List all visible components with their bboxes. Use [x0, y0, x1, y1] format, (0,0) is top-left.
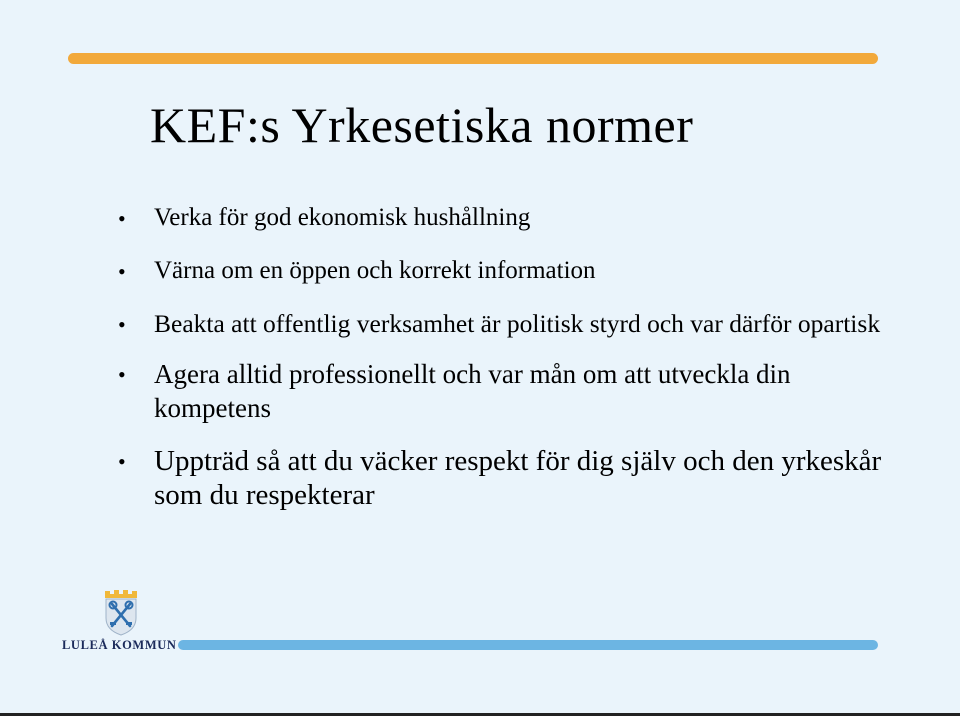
- bullet-text: Uppträd så att du väcker respekt för dig själv och den yrkeskår som du respekterar: [154, 445, 882, 511]
- bullet-text: Verka för god ekonomisk hushållning: [154, 204, 531, 231]
- logo-text: LULEÅ KOMMUN: [62, 638, 177, 652]
- bullet-item: [110, 202, 910, 234]
- bullet-item: [110, 255, 910, 287]
- bullet-item: [110, 444, 910, 512]
- bullet-list: [110, 202, 910, 512]
- bottom-accent-bar: [178, 640, 878, 650]
- bullet-dot-icon: •: [118, 259, 126, 284]
- bullet-text: Agera alltid professionellt och var mån om att utveckla din kompetens: [154, 359, 791, 423]
- slide-title: KEF:s Yrkesetiska normer: [150, 97, 694, 153]
- bullet-dot-icon: •: [118, 312, 126, 337]
- bullet-dot-icon: •: [118, 449, 126, 474]
- lulea-crest-icon: [102, 588, 140, 636]
- bullet-item: [110, 357, 910, 425]
- bullet-dot-icon: •: [118, 206, 126, 231]
- bullet-text: Beakta att offentlig verksamhet är politisk styrd och var därför opartisk: [154, 309, 881, 338]
- top-accent-bar: [68, 53, 878, 64]
- bullet-text: Värna om en öppen och korrekt information: [154, 257, 596, 284]
- bullet-dot-icon: •: [118, 362, 126, 387]
- bullet-item: [110, 307, 910, 340]
- lulea-kommun-logo: [62, 588, 182, 658]
